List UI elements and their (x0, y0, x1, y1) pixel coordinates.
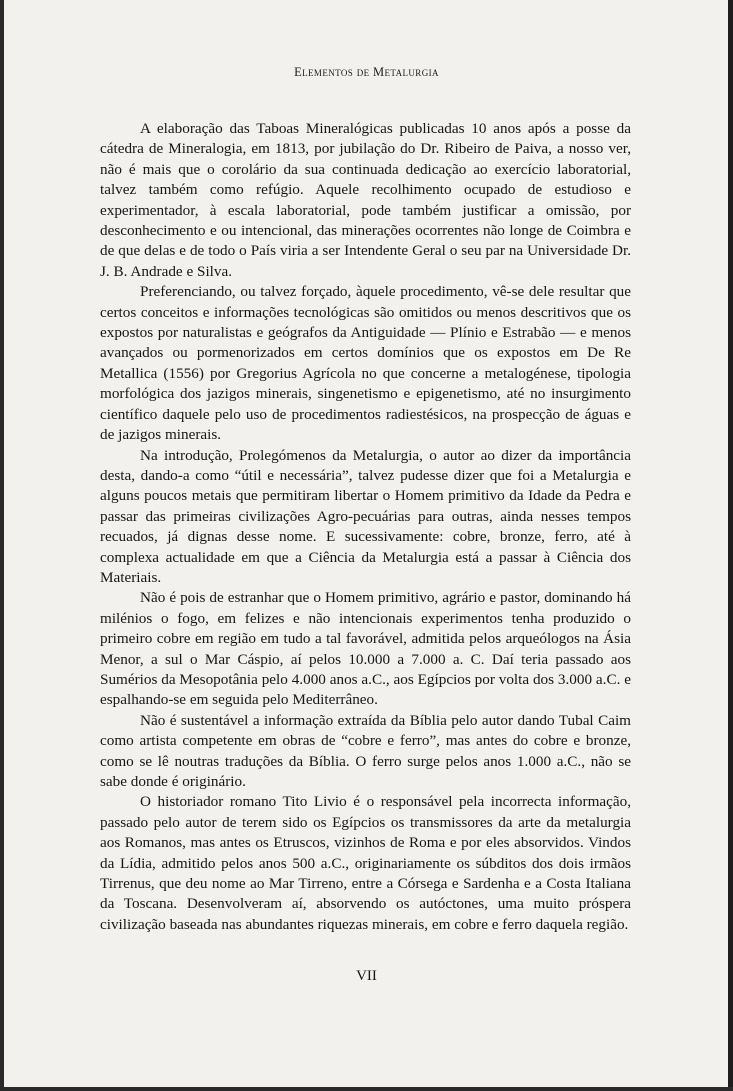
paragraph-1: A elaboração das Taboas Mineralógicas publicadas 10 anos após a posse da cátedra de Mineralogia, em 1813, por jubilação do Dr. Ribeiro de Paiva, a nosso ver, não é mais que o corolário da sua continuada dedicação ao exercício laboratorial, talvez também como refúgio. Aquele recolhimento ocupado de estudioso e experimentador, à escala laboratorial, pode também justificar a omissão, por desconhecimento e ou intencional, das minerações ocorrentes não longe de Coimbra e de que delas e de todo o País viria a ser Intendente Geral o seu par na Universidade Dr. J. B. Andrade e Silva. (100, 120, 631, 280)
scan-left-edge (0, 0, 4, 1091)
paragraph-5: Não é sustentável a informação extraída da Bíblia pelo autor dando Tubal Caim como artista competente em obras de “cobre e ferro”, mas antes do cobre e bronze, como se lê noutras traduções da Bíblia. O ferro surge pelos anos 1.000 a.C., não se sabe donde é originário. (100, 711, 631, 790)
running-head: Elementos de Metalurgia (294, 65, 439, 79)
page-number: VII (356, 968, 377, 984)
paragraph-4: Não é pois de estranhar que o Homem primitivo, agrário e pastor, dominando há milénios o fogo, em felizes e não intencionais experimentos tenha produzido o primeiro cobre em região em tudo a tal favorável, admitida pelos arqueólogos na Ásia Menor, a sul o Mar Cáspio, aí pelos 10.000 a 7.000 a. C. Daí teria passado aos Sumérios da Mesopotânia pelo 4.000 anos a.C., aos Egípcios por volta dos 3.000 a.C. e espalhando-se em seguida pelo Mediterrâneo. (100, 589, 631, 709)
scan-bottom-edge (0, 1087, 733, 1091)
paragraph-6: O historiador romano Tito Livio é o responsável pela incorrecta informação, passado pelo autor de terem sido os Egípcios os transmissores da arte da metalurgia aos Romanos, mas antes os Etruscos, vizinhos de Roma e por eles absorvidos. Vindos da Lídia, admitido pelos anos 500 a.C., originariamente os súbditos dos dois irmãos Tirrenus, que deu nome ao Mar Tirreno, entre a Córsega e Sardenha e a Costa Italiana da Toscana. Desenvolveram aí, absorvendo os autóctones, uma muito próspera civilização baseada nas abundantes riquezas minerais, em cobre e ferro daquela região. (100, 793, 631, 933)
body-text (100, 119, 631, 935)
scan-right-edge (728, 0, 733, 1091)
paragraph-2: Preferenciando, ou talvez forçado, àquele procedimento, vê-se dele resultar que certos conceitos e informações tecnológicas são omitidos ou menos descritivos que os expostos por naturalistas e geógrafos da Antiguidade — Plínio e Estrabão — e menos avançados ou pormenorizados em certos domínios que os expostos em De Re Metallica (1556) por Gregorius Agrícola no que concerne a metalogénese, tipologia morfológica dos jazigos minerais, singenetismo e epigenetismo, até no insurgimento científico daquele pelo uso de procedimentos radiestésicos, na prospecção de águas e de jazigos minerais. (100, 283, 631, 444)
paragraph-3: Na introdução, Prolegómenos da Metalurgia, o autor ao dizer da importância desta, dando-a como “útil e necessária”, talvez pudesse dizer que foi a Metalurgia e alguns poucos metais que permitiram libertar o Homem primitivo da Idade da Pedra e passar das primeiras civilizações Agro-pecuárias para outras, ainda nesses tempos recuados, já dignas desse nome. E sucessivamente: cobre, bronze, ferro, até à complexa actualidade em que a Ciência da Metalurgia está a passar à Ciência dos Materiais. (100, 446, 631, 586)
